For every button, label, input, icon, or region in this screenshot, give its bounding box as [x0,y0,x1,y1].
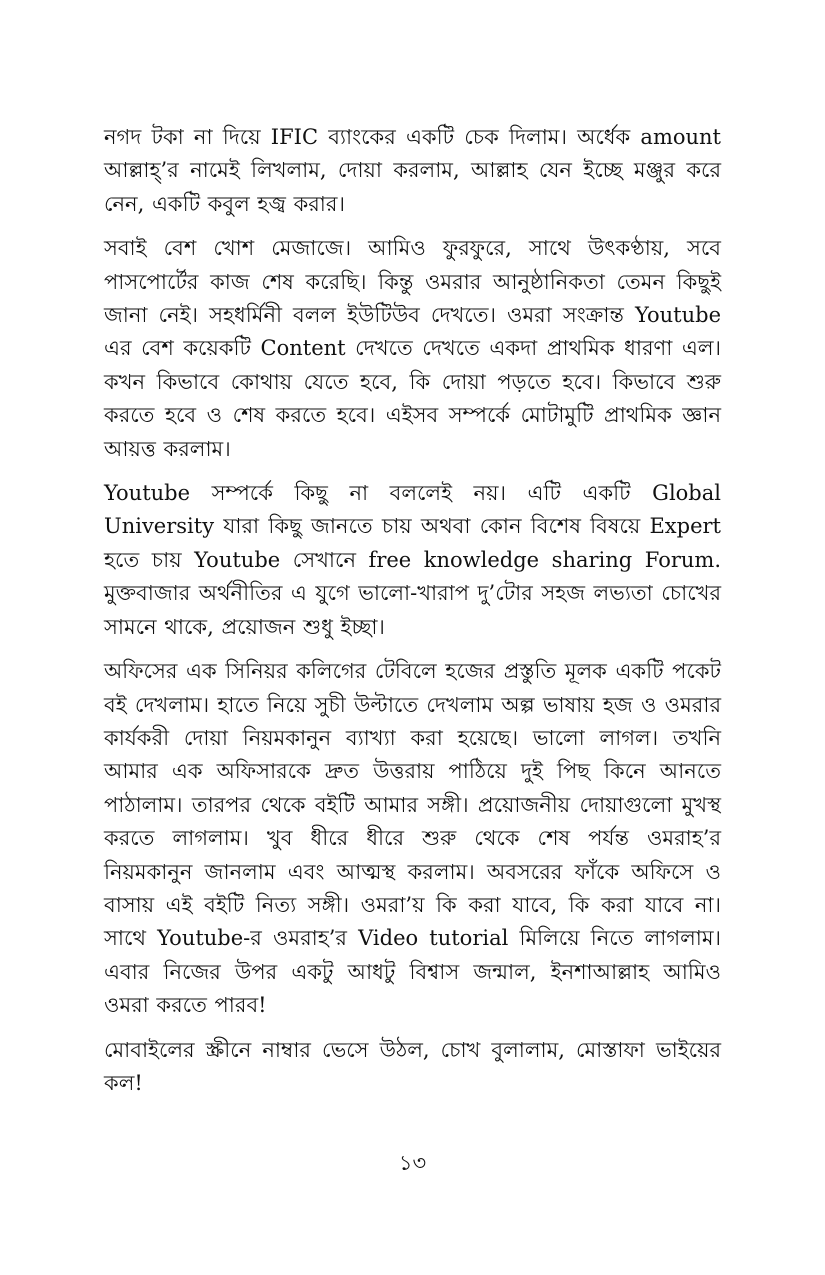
paragraph-2: সবাই বেশ খোশ মেজাজে। আমিও ফুরফুরে, সাথে উৎকণ্ঠায়, সবে পাসপোর্টের কাজ শেষ করেছি। কিন্তু ওমরার আনুষ্ঠানিকতা তেমন কিছুই জানা নেই। সহধর্মিনী বলল ইউটিউব দেখতে। ওমরা সংক্রান্ত Youtube এর বেশ কয়েকটি Content দেখতে দেখতে একদা প্রাথমিক ধারণা এল। কখন কিভাবে কোথায় যেতে হবে, কি দোয়া পড়তে হবে। কিভাবে শুরু করতে হবে ও শেষ করতে হবে। এইসব সম্পর্কে মোটামুটি প্রাথমিক জ্ঞান আয়ত্ত করলাম। [104,236,721,461]
paragraph-4: অফিসের এক সিনিয়র কলিগের টেবিলে হজের প্রস্তুতি মূলক একটি পকেট বই দেখলাম। হাতে নিয়ে সুচী উল্টাতে দেখলাম অল্প ভাষায় হজ ও ওমরার কার্যকরী দোয়া নিয়মকানুন ব্যাখ্যা করা হয়েছে। ভালো লাগল। তখনি আমার এক অফিসারকে দ্রুত উত্তরায় পাঠিয়ে দুই পিছ কিনে আনতে পাঠালাম। তারপর থেকে বইটি আমার সঙ্গী। প্রয়োজনীয় দোয়াগুলো মুখস্থ করতে লাগলাম। খুব ধীরে ধীরে শুরু থেকে শেষ পর্যন্ত ওমরাহ’র নিয়মকানুন জানলাম এবং আত্মস্থ করলাম। অবসরের ফাঁকে অফিসে ও বাসায় এই বইটি নিত্য সঙ্গী। ওমরা’য় কি করা যাবে, কি করা যাবে না। সাথে Youtube-র ওমরাহ’র Video tutorial মিলিয়ে নিতে লাগলাম। এবার নিজের উপর একটু আধটু বিশ্বাস জন্মাল, ইনশাআল্লাহ আমিও ওমরা করতে পারব! [104,659,721,1018]
page-body [104,121,721,1111]
paragraph-1: নগদ টকা না দিয়ে IFIC ব্যাংকের একটি চেক দিলাম। অর্ধেক amount আল্লাহ্’র নামেই লিখলাম, দোয়া করলাম, আল্লাহ যেন ইচ্ছে মঞ্জুর করে নেন, একটি কবুল হজ্ব করার। [104,125,721,216]
paragraph-3: Youtube সম্পর্কে কিছু না বললেই নয়। এটি একটি Global University যারা কিছু জানতে চায় অথবা কোন বিশেষ বিষয়ে Expert হতে চায় Youtube সেখানে free knowledge sharing Forum. মুক্তবাজার অর্থনীতির এ যুগে ভালো-খারাপ দু’টোর সহজ লভ্যতা চোখের সামনে থাকে, প্রয়োজন শুধু ইচ্ছা। [104,481,721,639]
paragraph-5: মোবাইলের স্ক্রীনে নাম্বার ভেসে উঠল, চোখ বুলালাম, মোস্তাফা ভাইয়ের কল! [104,1037,721,1095]
page-number: ১৩ [398,1151,427,1175]
